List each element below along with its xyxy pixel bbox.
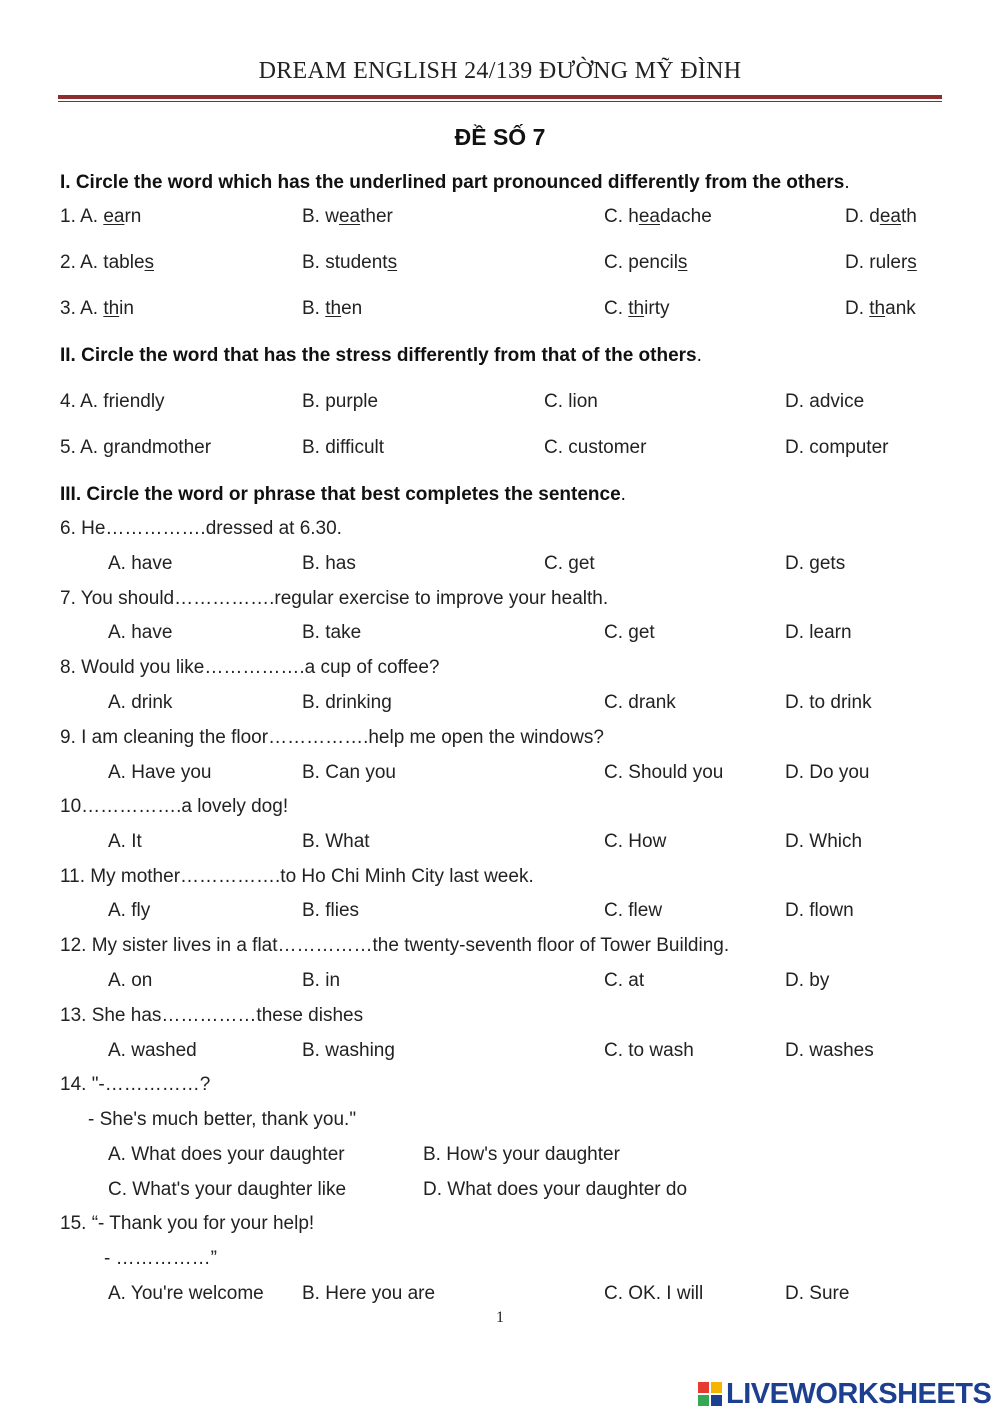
options-12	[0, 970, 1000, 996]
option[interactable]: A. washed	[108, 1040, 197, 1061]
option[interactable]: D. by	[785, 970, 830, 991]
option[interactable]: A. on	[108, 970, 153, 991]
option[interactable]: B. How's your daughter	[423, 1144, 620, 1165]
option[interactable]: B. weather	[302, 206, 393, 227]
option[interactable]: A. have	[108, 622, 173, 643]
option[interactable]: B. Here you are	[302, 1283, 436, 1304]
option[interactable]: B. has	[302, 553, 356, 574]
option[interactable]: C. Should you	[604, 762, 724, 783]
option[interactable]: 4. A. friendly	[60, 391, 165, 412]
option[interactable]: B. What	[302, 831, 370, 852]
option[interactable]: 5. A. grandmother	[60, 437, 212, 458]
option[interactable]: D. What does your daughter do	[423, 1179, 688, 1200]
logo-square	[698, 1382, 709, 1393]
options-14a	[0, 1144, 1000, 1170]
options-6	[0, 553, 1000, 579]
option[interactable]: D. learn	[785, 622, 852, 643]
logo-square	[711, 1395, 722, 1406]
options-9	[0, 762, 1000, 788]
page-number: 1	[496, 1309, 504, 1326]
option[interactable]: D. gets	[785, 553, 846, 574]
option[interactable]: A. You're welcome	[108, 1283, 264, 1304]
option[interactable]: B. drinking	[302, 692, 392, 713]
options-10	[0, 831, 1000, 857]
option[interactable]: D. Sure	[785, 1283, 850, 1304]
option[interactable]: B. difficult	[302, 437, 385, 458]
question-15-reply: - ……………”	[104, 1248, 217, 1269]
option[interactable]: C. get	[544, 553, 595, 574]
option[interactable]: A. What does your daughter	[108, 1144, 345, 1165]
logo-text: LIVEWORKSHEETS	[726, 1377, 992, 1410]
section-3-heading: III. Circle the word or phrase that best completes the sentence.	[60, 484, 626, 505]
question-10: 10…………….a lovely dog!	[60, 796, 289, 817]
question-13: 13. She has……………these dishes	[60, 1005, 364, 1026]
option[interactable]: D. death	[845, 206, 917, 227]
options-13	[0, 1040, 1000, 1066]
option[interactable]: B. in	[302, 970, 341, 991]
option[interactable]: B. flies	[302, 900, 360, 921]
option[interactable]: 3. A. thin	[60, 298, 134, 319]
option[interactable]: C. customer	[544, 437, 647, 458]
stress-row-5	[0, 437, 1000, 463]
question-8: 8. Would you like…………….a cup of coffee?	[60, 657, 440, 678]
option[interactable]: C. headache	[604, 206, 712, 227]
option[interactable]: A. Have you	[108, 762, 212, 783]
option[interactable]: D. to drink	[785, 692, 872, 713]
option[interactable]: C. What's your daughter like	[108, 1179, 347, 1200]
option[interactable]: A. have	[108, 553, 173, 574]
options-8	[0, 692, 1000, 718]
header-rule-thin	[58, 101, 942, 102]
option[interactable]: B. washing	[302, 1040, 395, 1061]
question-7: 7. You should…………….regular exercise to improve your health.	[60, 588, 609, 609]
option[interactable]: 1. A. earn	[60, 206, 142, 227]
question-6: 6. He…………….dressed at 6.30.	[60, 518, 342, 539]
option[interactable]: A. drink	[108, 692, 173, 713]
option[interactable]: C. pencils	[604, 252, 688, 273]
question-12: 12. My sister lives in a flat……………the twenty-seventh floor of Tower Building.	[60, 935, 730, 956]
logo-icon	[698, 1382, 722, 1406]
header-rule-thick	[58, 95, 942, 99]
question-11: 11. My mother…………….to Ho Chi Minh City last week.	[60, 866, 534, 887]
option[interactable]: B. students	[302, 252, 398, 273]
option[interactable]: D. Do you	[785, 762, 870, 783]
option[interactable]: 2. A. tables	[60, 252, 155, 273]
option[interactable]: C. thirty	[604, 298, 670, 319]
option[interactable]: A. fly	[108, 900, 151, 921]
option[interactable]: D. Which	[785, 831, 863, 852]
question-9: 9. I am cleaning the floor…………….help me open the windows?	[60, 727, 604, 748]
option[interactable]: B. then	[302, 298, 363, 319]
option[interactable]: D. advice	[785, 391, 865, 412]
options-14b	[0, 1179, 1000, 1205]
option[interactable]: B. take	[302, 622, 362, 643]
section-1-heading: I. Circle the word which has the underlined part pronounced differently from the others.	[60, 172, 850, 193]
question-15: 15. “- Thank you for your help!	[60, 1213, 315, 1234]
option[interactable]: B. purple	[302, 391, 379, 412]
phonetic-row-3	[0, 298, 1000, 324]
option[interactable]: D. rulers	[845, 252, 917, 273]
options-7	[0, 622, 1000, 648]
option[interactable]: D. computer	[785, 437, 889, 458]
option[interactable]: D. flown	[785, 900, 854, 921]
question-14: 14. "-……………?	[60, 1074, 211, 1095]
stress-row-4	[0, 391, 1000, 417]
option[interactable]: B. Can you	[302, 762, 396, 783]
option[interactable]: D. thank	[845, 298, 916, 319]
exam-title: ĐỀ SỐ 7	[454, 124, 546, 150]
option[interactable]: C. at	[604, 970, 645, 991]
logo-square	[711, 1382, 722, 1393]
options-15	[0, 1283, 1000, 1309]
section-2-heading: II. Circle the word that has the stress differently from that of the others.	[60, 345, 702, 366]
phonetic-row-2	[0, 252, 1000, 278]
question-14-reply: - She's much better, thank you."	[88, 1109, 357, 1130]
option[interactable]: C. get	[604, 622, 655, 643]
option[interactable]: A. It	[108, 831, 142, 852]
option[interactable]: C. lion	[544, 391, 598, 412]
liveworksheets-logo[interactable]	[698, 1377, 991, 1411]
option[interactable]: C. OK. I will	[604, 1283, 704, 1304]
option[interactable]: C. How	[604, 831, 667, 852]
option[interactable]: C. drank	[604, 692, 676, 713]
option[interactable]: D. washes	[785, 1040, 874, 1061]
option[interactable]: C. to wash	[604, 1040, 694, 1061]
school-header: DREAM ENGLISH 24/139 ĐƯỜNG MỸ ĐÌNH	[258, 58, 742, 84]
options-11	[0, 900, 1000, 926]
option[interactable]: C. flew	[604, 900, 663, 921]
logo-square	[698, 1395, 709, 1406]
phonetic-row-1	[0, 206, 1000, 232]
